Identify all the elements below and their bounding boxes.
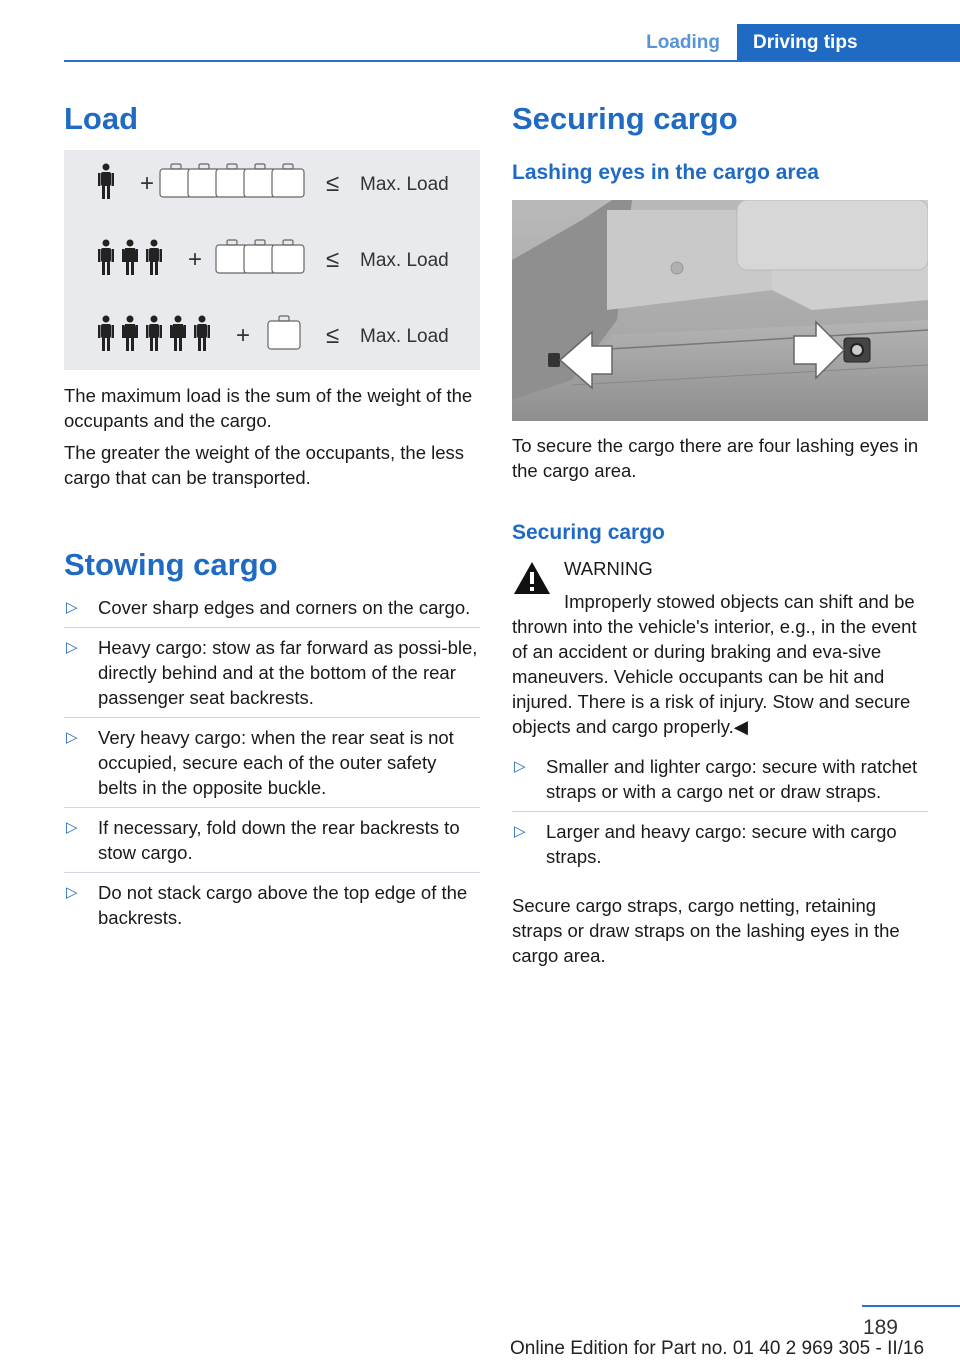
edition-footer: Online Edition for Part no. 01 40 2 969 305 - II/16 <box>510 1338 925 1359</box>
suitcase-icon <box>188 164 220 197</box>
person-icon <box>146 316 162 352</box>
suitcase-icon <box>272 164 304 197</box>
bullet-triangle-icon: ▷ <box>514 758 526 775</box>
securing-heading: Securing cargo <box>512 101 738 136</box>
max-load-label: Max. Load <box>360 250 449 271</box>
bullet-triangle-icon: ▷ <box>66 599 78 616</box>
load-figure <box>64 150 480 370</box>
leq-sign: ≤ <box>326 246 340 273</box>
person-icon <box>146 240 162 276</box>
page-number: 189 <box>862 1316 898 1339</box>
bullet-triangle-icon: ▷ <box>66 639 78 656</box>
suitcase-icon <box>216 240 248 273</box>
bullet-triangle-icon: ▷ <box>66 884 78 901</box>
list-item: ▷ Larger and heavy cargo: secure with cargo straps. <box>514 821 897 867</box>
list-item: ▷ If necessary, fold down the rear backrests to stow cargo. <box>64 815 480 873</box>
lashing-eyes-paragraph: To secure the cargo there are four lashing eyes in the cargo area. <box>512 435 919 481</box>
list-item: ▷ Do not stack cargo above the top edge of the backrests. <box>66 882 468 928</box>
securing-paragraph-2: Secure cargo straps, cargo netting, retaining straps or draw straps on the lashing eyes in the cargo area. <box>512 895 900 966</box>
load-heading: Load <box>64 101 139 136</box>
max-load-label: Max. Load <box>360 326 449 347</box>
person-icon <box>98 164 114 200</box>
person-icon <box>170 316 186 352</box>
max-load-label: Max. Load <box>360 174 449 195</box>
securing-subheading: Securing cargo <box>512 521 665 544</box>
suitcase-icon <box>244 164 276 197</box>
suitcase-icon <box>160 164 192 197</box>
leq-sign: ≤ <box>326 322 340 349</box>
person-icon <box>98 316 114 352</box>
bullet-triangle-icon: ▷ <box>66 819 78 836</box>
tab-driving-tips[interactable]: Driving tips <box>737 24 960 62</box>
header-rule <box>64 60 960 62</box>
securing-list <box>512 754 928 883</box>
bullet-triangle-icon: ▷ <box>66 729 78 746</box>
cargo-area-photo <box>512 200 928 421</box>
plus-sign: + <box>188 246 203 273</box>
stowing-list <box>64 595 480 944</box>
plus-sign: + <box>236 322 251 349</box>
list-item: ▷ Heavy cargo: stow as far forward as possi‐ble, directly behind and at the bottom of the rear passenger seat backrests. <box>64 635 480 718</box>
load-diagram <box>64 150 480 370</box>
suitcase-icon <box>272 240 304 273</box>
bullet-triangle-icon: ▷ <box>514 823 526 840</box>
person-icon <box>98 240 114 276</box>
load-paragraph-1: The maximum load is the sum of the weight of the occupants and the cargo. <box>64 385 473 431</box>
leq-sign: ≤ <box>326 170 340 197</box>
lashing-eyes-subheading: Lashing eyes in the cargo area <box>512 161 819 184</box>
person-icon <box>194 316 210 352</box>
stowing-heading: Stowing cargo <box>64 547 278 582</box>
warning-text: Improperly stowed objects can shift and be thrown into the vehicle's interior, e.g., in the event of an accident or during braking and eva‐sive maneuvers. Vehicle occupants can be hit and injured. There is a risk of injury. Stow and secure objects and cargo properly.◀ <box>512 591 917 737</box>
suitcase-icon <box>268 316 300 349</box>
suitcase-icon <box>244 240 276 273</box>
tab-loading[interactable]: Loading <box>646 32 720 53</box>
person-icon <box>122 316 138 352</box>
load-paragraph-2: The greater the weight of the occupants, the less cargo that can be transported. <box>64 442 465 488</box>
list-item: ▷ Very heavy cargo: when the rear seat is not occupied, secure each of the outer safety belts in the opposite buckle. <box>64 725 480 808</box>
list-item: ▷ Smaller and lighter cargo: secure with ratchet straps or with a cargo net or draw straps. <box>512 754 928 812</box>
person-icon <box>122 240 138 276</box>
suitcase-icon <box>216 164 248 197</box>
footer-rule <box>862 1305 960 1307</box>
plus-sign: + <box>140 170 155 197</box>
list-item: ▷ Cover sharp edges and corners on the cargo. <box>64 595 480 628</box>
warning-label: WARNING <box>564 558 653 579</box>
